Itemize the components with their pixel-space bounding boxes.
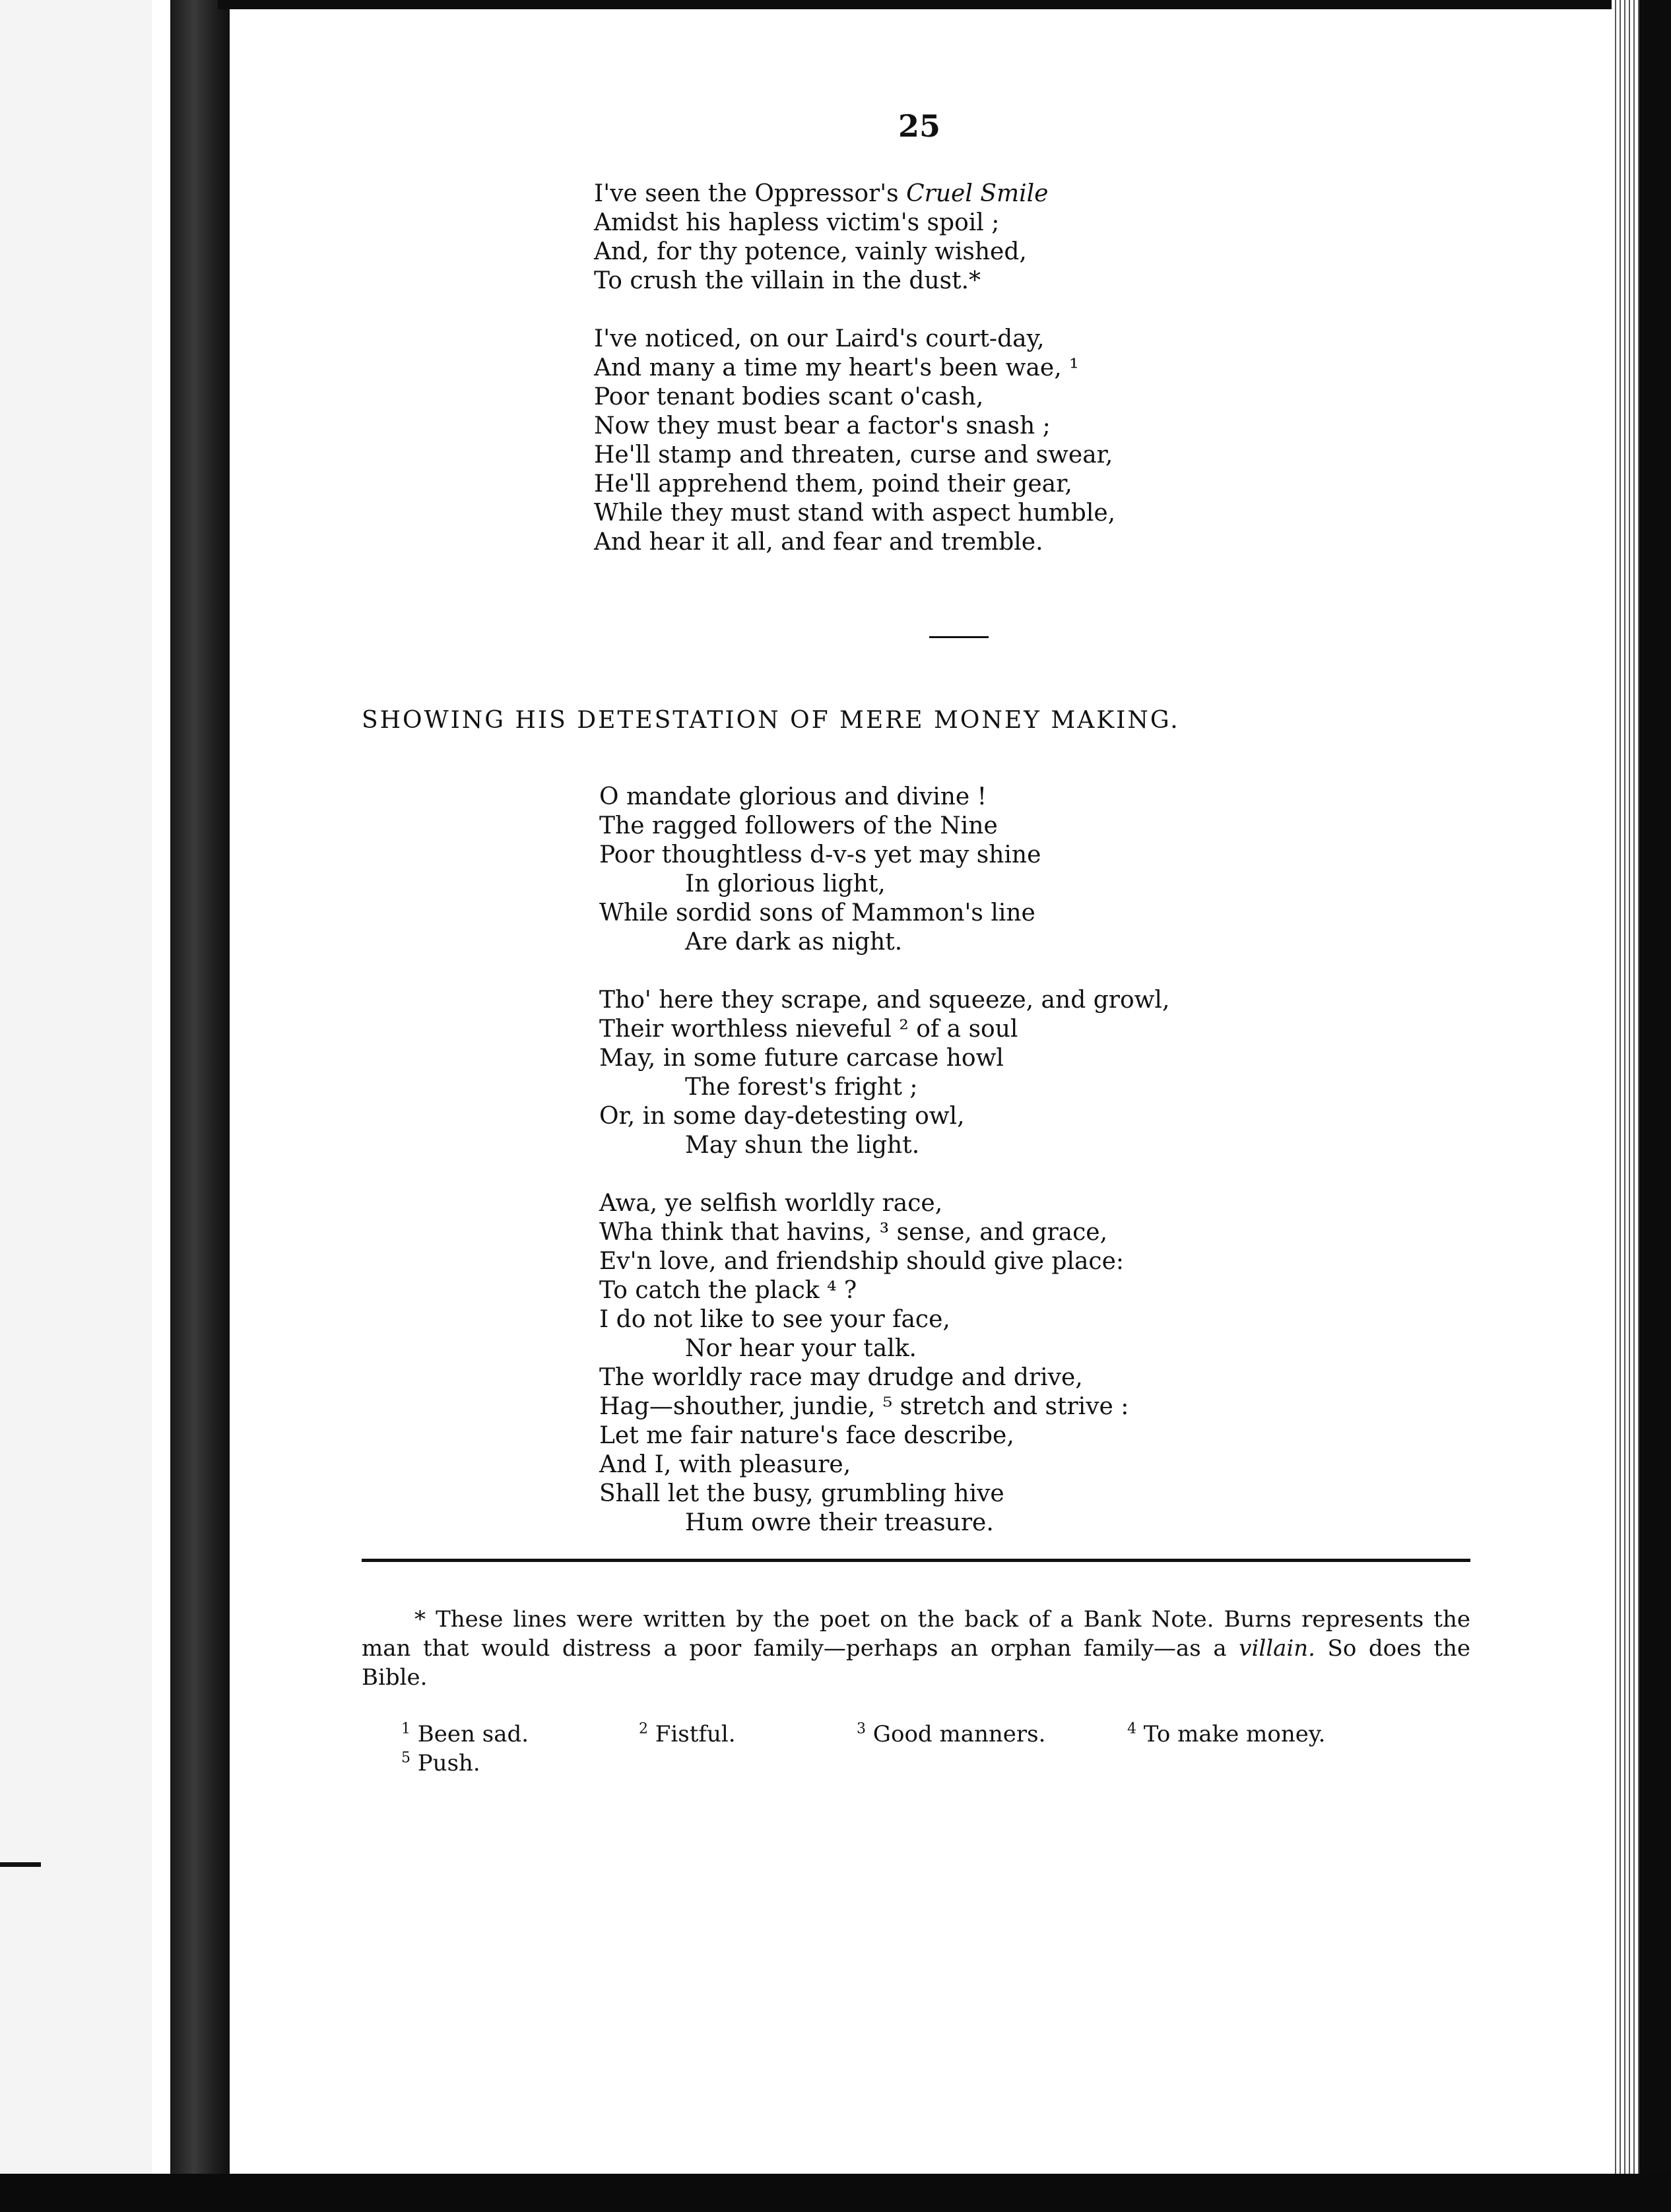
poem-stanzas-bottom — [599, 783, 1169, 1567]
poem-line: The forest's fright ; — [685, 1074, 918, 1101]
scan-right-edge — [1639, 0, 1671, 2212]
page-number: 25 — [898, 108, 940, 144]
poem-line: To crush the villain in the dust.* — [594, 267, 981, 294]
poem-line: Hag—shouther, jundie, ⁵ stretch and strive : — [599, 1393, 1129, 1420]
book-spine — [170, 0, 230, 2212]
poem-line: He'll apprehend them, poind their gear, — [594, 471, 1072, 498]
poem-stanzas-top — [594, 179, 1115, 586]
scan-bottom-edge — [0, 2174, 1671, 2212]
poem-line: And many a time my heart's been wae, ¹ — [594, 354, 1079, 381]
poem-line: I've seen the Oppressor's Cruel Smile — [594, 180, 1049, 207]
section-divider — [929, 636, 989, 638]
poem-line: Amidst his hapless victim's spoil ; — [594, 209, 1000, 236]
footnote-emphasis: villain. — [1239, 1635, 1315, 1662]
section-heading: SHOWING HIS DETESTATION OF MERE MONEY MAKING. — [362, 707, 1180, 734]
glossary-note: $^1$ Been sad. — [401, 1720, 529, 1747]
poem-line: I do not like to see your face, — [599, 1306, 950, 1333]
stanza-5 — [599, 1189, 1169, 1538]
poem-line: Their worthless nieveful ² of a soul — [599, 1016, 1018, 1043]
scan-top-edge — [218, 0, 1671, 9]
footnote-rule — [362, 1559, 1470, 1562]
page-edges — [1612, 0, 1639, 2212]
poem-line: In glorious light, — [685, 870, 886, 897]
book-page — [230, 9, 1609, 2174]
glossary-note: $^5$ Push. — [401, 1749, 480, 1776]
stanza-4 — [599, 986, 1169, 1160]
poem-line: Nor hear your talk. — [685, 1335, 917, 1362]
poem-line: Let me fair nature's face describe, — [599, 1422, 1014, 1449]
poem-line: Poor thoughtless d-v-s yet may shine — [599, 841, 1041, 868]
poem-line: Poor tenant bodies scant o'cash, — [594, 383, 984, 410]
poem-line: While they must stand with aspect humble, — [594, 500, 1116, 527]
glossary-notes — [401, 1720, 1470, 1776]
glossary-note: $^2$ Fistful. — [639, 1720, 736, 1747]
scan-left-margin — [0, 0, 152, 2212]
poem-line: May, in some future carcase howl — [599, 1045, 1004, 1072]
poem-line: Wha think that havins, ³ sense, and grace, — [599, 1219, 1108, 1246]
glossary-note: $^3$ Good manners. — [857, 1720, 1046, 1747]
poem-line: Shall let the busy, grumbling hive — [599, 1480, 1004, 1507]
poem-line: Now they must bear a factor's snash ; — [594, 412, 1051, 439]
stanza-3 — [599, 783, 1169, 957]
poem-line: Hum owre their treasure. — [685, 1509, 994, 1536]
poem-line: Tho' here they scrape, and squeeze, and growl, — [599, 987, 1170, 1014]
stanza-1 — [594, 179, 1115, 296]
poem-line: Awa, ye selfish worldly race, — [599, 1190, 943, 1217]
poem-line: The ragged followers of the Nine — [599, 812, 998, 839]
scan-mark — [0, 1862, 41, 1867]
poem-line: He'll stamp and threaten, curse and swear, — [594, 441, 1113, 469]
poem-line: May shun the light. — [685, 1132, 920, 1159]
poem-line: The worldly race may drudge and drive, — [599, 1364, 1083, 1391]
footnote-text-end: So does the Bible. — [362, 1635, 1470, 1691]
poem-line: O mandate glorious and divine ! — [599, 783, 987, 810]
poem-line: And, for thy potence, vainly wished, — [594, 238, 1027, 265]
stanza-2 — [594, 325, 1115, 557]
poem-line: Are dark as night. — [685, 928, 903, 956]
poem-line: To catch the plack ⁴ ? — [599, 1277, 857, 1304]
footnote-text: * These lines were written by the poet on the back of a Bank Note. Burns represents the man that would distress a poor family—perhaps an orphan family—as a — [362, 1606, 1470, 1662]
poem-line: Ev'n love, and friendship should give place: — [599, 1248, 1125, 1275]
poem-line: And I, with pleasure, — [599, 1451, 851, 1478]
poem-line: Or, in some day-detesting owl, — [599, 1103, 965, 1130]
poem-line: I've noticed, on our Laird's court-day, — [594, 325, 1045, 352]
glossary-note: $^4$ To make money. — [1127, 1720, 1326, 1747]
footnote — [362, 1605, 1470, 1692]
poem-line: While sordid sons of Mammon's line — [599, 899, 1035, 927]
poem-line: And hear it all, and fear and tremble. — [594, 529, 1043, 556]
